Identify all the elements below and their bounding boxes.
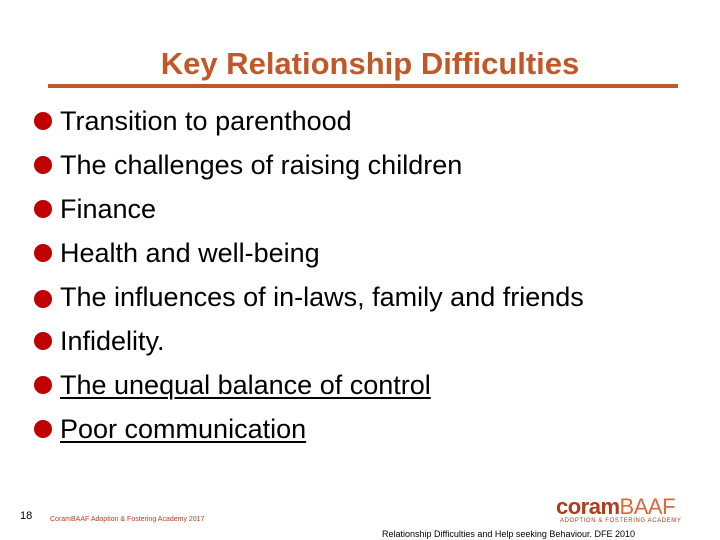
bullet-text: The influences of in-laws, family and friends xyxy=(60,282,584,312)
list-item xyxy=(34,187,704,231)
bullet-dot-icon xyxy=(34,332,52,350)
corambaaf-logo xyxy=(556,494,696,526)
list-item xyxy=(34,231,704,275)
list-item xyxy=(34,319,704,363)
title-underline xyxy=(48,84,678,88)
page-number: 18 xyxy=(20,510,33,522)
list-item xyxy=(34,363,704,407)
bullet-text: Finance xyxy=(60,194,157,224)
logo-word-baaf: BAAF xyxy=(619,494,676,519)
footer-copyright: CoramBAAF Adoption & Fostering Academy 2017 xyxy=(50,516,205,523)
bullet-dot-icon xyxy=(34,112,52,130)
bullet-dot-icon xyxy=(34,376,52,394)
bullet-dot-icon xyxy=(34,420,52,438)
footer-source: Relationship Difficulties and Help seeking Behaviour. DFE 2010 xyxy=(382,529,635,539)
logo-wordmark xyxy=(556,494,675,520)
bullet-text: Health and well-being xyxy=(60,238,320,268)
bullet-text: Transition to parenthood xyxy=(60,106,352,136)
bullet-list xyxy=(34,99,704,451)
list-item xyxy=(34,275,704,319)
bullet-text: Poor communication xyxy=(60,414,307,444)
logo-word-coram: coram xyxy=(556,494,620,519)
bullet-dot-icon xyxy=(34,200,52,218)
list-item xyxy=(34,407,704,451)
bullet-text: The challenges of raising children xyxy=(60,150,463,180)
list-item xyxy=(34,99,704,143)
list-item xyxy=(34,143,704,187)
slide-title: Key Relationship Difficulties xyxy=(160,46,580,81)
bullet-dot-icon xyxy=(34,244,52,262)
bullet-dot-icon xyxy=(34,156,52,174)
bullet-text: Infidelity. xyxy=(60,326,165,356)
logo-tagline: ADOPTION & FOSTERING ACADEMY xyxy=(560,518,682,524)
bullet-dot-icon xyxy=(34,290,52,308)
bullet-text: The unequal balance of control xyxy=(60,370,431,400)
